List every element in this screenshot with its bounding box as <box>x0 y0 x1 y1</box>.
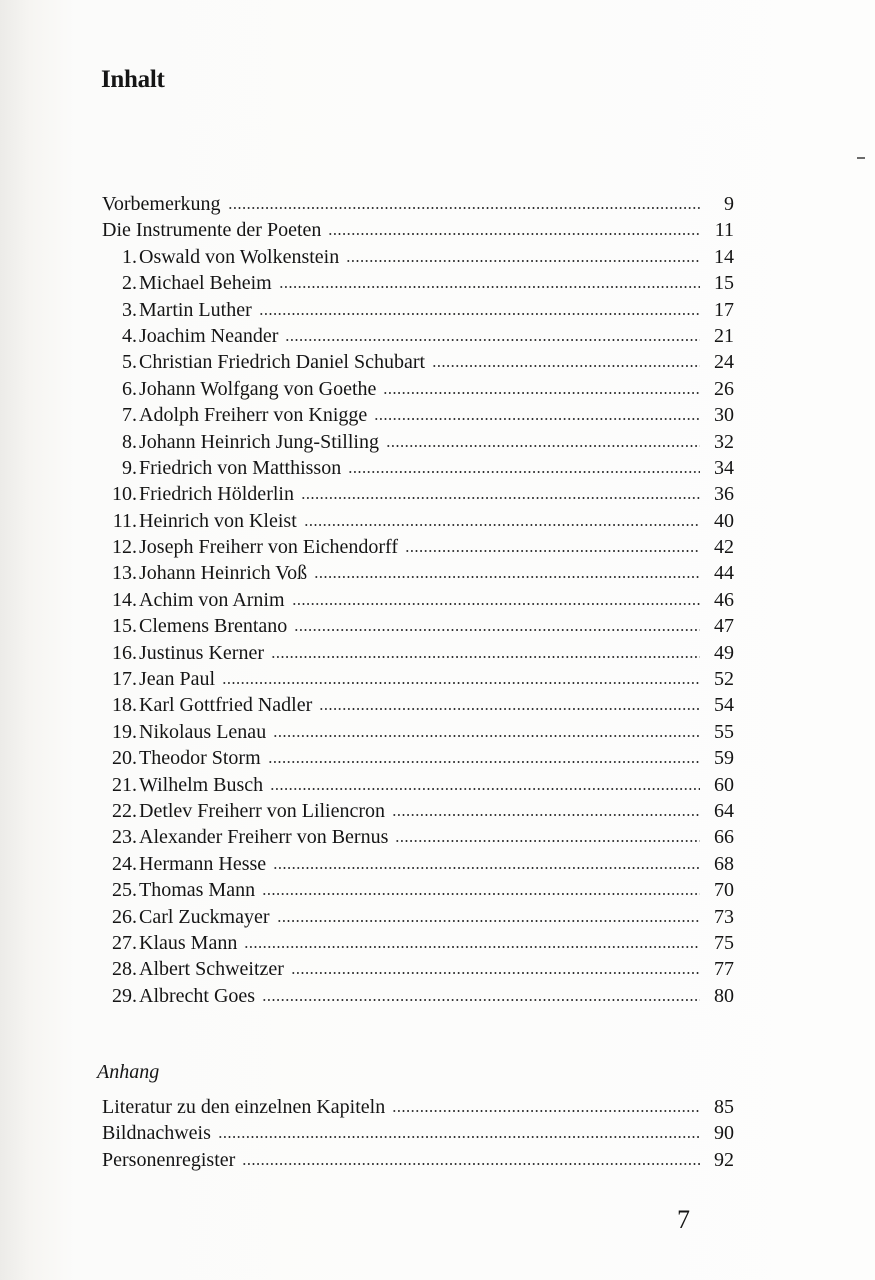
dot-leader <box>304 523 700 527</box>
toc-entry-title: Johann Wolfgang von Goethe <box>139 377 377 400</box>
toc-entry-page: 47 <box>714 615 734 638</box>
toc-chapter-entry <box>101 721 734 747</box>
toc-entry-title: Clemens Brentano <box>139 615 288 638</box>
toc-entry-title: Albert Schweitzer <box>139 958 284 981</box>
toc-chapter-entry <box>101 351 734 377</box>
toc-chapter-entry <box>101 272 734 298</box>
toc-entry-page: 52 <box>714 668 734 691</box>
toc-entry-title: Christian Friedrich Daniel Schubart <box>139 351 426 374</box>
toc-chapter-entry <box>101 958 734 984</box>
toc-entry-page: 77 <box>714 958 734 981</box>
toc-entry-page: 24 <box>714 351 734 374</box>
toc-entry-page: 17 <box>714 298 734 321</box>
dot-leader <box>277 919 701 923</box>
toc-entry <box>101 1096 734 1122</box>
toc-entry-page: 90 <box>714 1122 734 1145</box>
chapter-number: 6. <box>122 377 137 400</box>
toc-entry-title: Friedrich von Matthisson <box>139 456 342 479</box>
toc-entry-page: 59 <box>714 747 734 770</box>
toc-chapter-entry <box>101 536 734 562</box>
chapter-number: 8. <box>122 430 137 453</box>
dot-leader <box>328 232 700 236</box>
toc-chapter-entry <box>101 800 734 826</box>
toc-entry-title: Justinus Kerner <box>139 641 264 664</box>
chapter-number: 26. <box>112 905 137 928</box>
toc-chapter-entry <box>101 668 734 694</box>
dot-leader <box>386 444 700 448</box>
toc-entry-title: Bildnachweis <box>102 1122 211 1145</box>
table-of-contents <box>101 193 734 1011</box>
toc-chapter-entry <box>101 853 734 879</box>
toc-entry-title: Personenregister <box>102 1148 236 1171</box>
page-number: 7 <box>677 1205 690 1234</box>
dot-leader <box>432 364 700 368</box>
dot-leader <box>259 312 700 316</box>
toc-entry-page: 55 <box>714 720 734 743</box>
toc-entry-page: 14 <box>714 245 734 268</box>
dot-leader <box>244 945 700 949</box>
toc-entry-title: Carl Zuckmayer <box>139 905 270 928</box>
toc-entry <box>101 1122 734 1148</box>
toc-entry-title: Johann Heinrich Jung-Stilling <box>139 430 379 453</box>
toc-chapter-entry <box>101 404 734 430</box>
chapter-number: 7. <box>122 404 137 427</box>
toc-entry-title: Joachim Neander <box>139 324 279 347</box>
toc-entry <box>101 219 734 245</box>
dot-leader <box>270 787 700 791</box>
dot-leader <box>374 417 700 421</box>
toc-entry-page: 92 <box>714 1148 734 1171</box>
toc-entry-page: 85 <box>714 1096 734 1118</box>
toc-entry-title: Friedrich Hölderlin <box>139 483 294 506</box>
toc-chapter-entry <box>101 589 734 615</box>
dot-leader <box>405 549 700 553</box>
toc-entry-title: Thomas Mann <box>139 879 256 902</box>
chapter-number: 25. <box>112 879 137 902</box>
chapter-number: 21. <box>112 773 137 796</box>
toc-entry-page: 34 <box>714 456 734 479</box>
toc-entry-title: Klaus Mann <box>139 931 238 954</box>
toc-entry-page: 60 <box>714 773 734 796</box>
toc-entry-title: Literatur zu den einzelnen Kapiteln <box>102 1096 386 1118</box>
dot-leader <box>392 1109 700 1113</box>
toc-entry-title: Hermann Hesse <box>139 852 267 875</box>
chapter-number: 11. <box>112 509 137 532</box>
chapter-number: 18. <box>112 694 137 717</box>
toc-chapter-entry <box>101 615 734 641</box>
chapter-number: 28. <box>112 958 137 981</box>
chapter-number: 22. <box>112 799 137 822</box>
chapter-number: 1. <box>122 245 137 268</box>
chapter-number: 4. <box>122 324 137 347</box>
toc-entry-page: 15 <box>714 272 734 295</box>
dot-leader <box>273 734 700 738</box>
chapter-number: 9. <box>122 456 137 479</box>
toc-entry-title: Jean Paul <box>139 668 216 691</box>
toc-entry-page: 26 <box>714 377 734 400</box>
dot-leader <box>292 602 700 606</box>
toc-entry-title: Adolph Freiherr von Knigge <box>139 404 368 427</box>
toc-entry-title: Johann Heinrich Voß <box>139 562 308 585</box>
toc-entry-page: 70 <box>714 879 734 902</box>
toc-chapter-entry <box>101 510 734 536</box>
toc-chapter-entry <box>101 299 734 325</box>
toc-entry-page: 42 <box>714 536 734 559</box>
toc-entry-title: Michael Beheim <box>139 272 272 295</box>
toc-entry-page: 9 <box>724 193 734 215</box>
toc-chapter-entry <box>101 325 734 351</box>
appendix-list <box>101 1096 734 1175</box>
toc-entry <box>101 1149 734 1175</box>
dot-leader <box>383 391 700 395</box>
chapter-list <box>101 246 734 1011</box>
dot-leader <box>301 496 700 500</box>
chapter-number: 10. <box>112 483 137 506</box>
toc-entry-page: 75 <box>714 931 734 954</box>
toc-entry-page: 21 <box>714 324 734 347</box>
dot-leader <box>395 839 700 843</box>
chapter-number: 12. <box>112 536 137 559</box>
toc-entry-title: Detlev Freiherr von Liliencron <box>139 799 386 822</box>
dot-leader <box>273 866 700 870</box>
toc-chapter-entry <box>101 431 734 457</box>
toc-entry-page: 44 <box>714 562 734 585</box>
dot-leader <box>285 338 700 342</box>
toc-chapter-entry <box>101 562 734 588</box>
chapter-number: 17. <box>112 668 137 691</box>
chapter-number: 13. <box>112 562 137 585</box>
toc-entry-page: 80 <box>714 984 734 1007</box>
toc-entry-page: 11 <box>714 219 734 242</box>
page-title: Inhalt <box>101 66 165 93</box>
dot-leader <box>218 1135 700 1139</box>
chapter-number: 23. <box>112 826 137 849</box>
dot-leader <box>271 655 700 659</box>
toc-entry-title: Albrecht Goes <box>139 984 256 1007</box>
toc-entry-page: 36 <box>714 483 734 506</box>
toc-entry-page: 49 <box>714 641 734 664</box>
chapter-number: 24. <box>112 852 137 875</box>
toc-entry-title: Joseph Freiherr von Eichendorff <box>139 536 399 559</box>
appendix-heading: Anhang <box>97 1061 160 1083</box>
toc-entry-page: 54 <box>714 694 734 717</box>
chapter-number: 15. <box>112 615 137 638</box>
toc-entry-title: Nikolaus Lenau <box>139 720 267 743</box>
toc-entry-title: Heinrich von Kleist <box>139 509 297 532</box>
toc-entry-title: Achim von Arnim <box>139 588 285 611</box>
chapter-number: 2. <box>122 272 137 295</box>
toc-entry-page: 68 <box>714 852 734 875</box>
dot-leader <box>346 259 700 263</box>
margin-mark <box>857 157 865 159</box>
toc-chapter-entry <box>101 932 734 958</box>
toc-entry-title: Oswald von Wolkenstein <box>139 245 340 268</box>
toc-chapter-entry <box>101 985 734 1011</box>
dot-leader <box>319 707 700 711</box>
dot-leader <box>242 1162 700 1166</box>
toc-entry-title: Theodor Storm <box>139 747 261 770</box>
dot-leader <box>291 971 700 975</box>
toc-entry-title: Wilhelm Busch <box>139 773 264 796</box>
toc-entry-title: Martin Luther <box>139 298 252 321</box>
toc-entry-page: 64 <box>714 799 734 822</box>
toc-entry <box>101 193 734 219</box>
toc-chapter-entry <box>101 483 734 509</box>
toc-chapter-entry <box>101 774 734 800</box>
toc-chapter-entry <box>101 642 734 668</box>
toc-entry-title: Vorbemerkung <box>102 193 221 215</box>
toc-chapter-entry <box>101 747 734 773</box>
toc-chapter-entry <box>101 378 734 404</box>
chapter-number: 3. <box>122 298 137 321</box>
toc-entry-page: 30 <box>714 404 734 427</box>
chapter-number: 20. <box>112 747 137 770</box>
chapter-number: 27. <box>112 931 137 954</box>
dot-leader <box>314 575 700 579</box>
toc-entry-title: Die Instrumente der Poeten <box>102 219 322 242</box>
chapter-number: 29. <box>112 984 137 1007</box>
dot-leader <box>222 681 700 685</box>
toc-chapter-entry <box>101 826 734 852</box>
dot-leader <box>348 470 700 474</box>
toc-entry-title: Karl Gottfried Nadler <box>139 694 313 717</box>
chapter-number: 14. <box>112 588 137 611</box>
dot-leader <box>294 628 700 632</box>
dot-leader <box>268 760 700 764</box>
toc-entry-title: Alexander Freiherr von Bernus <box>139 826 389 849</box>
chapter-number: 5. <box>122 351 137 374</box>
toc-chapter-entry <box>101 879 734 905</box>
dot-leader <box>279 285 700 289</box>
dot-leader <box>262 998 700 1002</box>
toc-chapter-entry <box>101 906 734 932</box>
dot-leader <box>262 892 700 896</box>
toc-entry-page: 40 <box>714 509 734 532</box>
toc-entry-page: 32 <box>714 430 734 453</box>
toc-entry-page: 46 <box>714 588 734 611</box>
dot-leader <box>228 206 701 210</box>
toc-chapter-entry <box>101 246 734 272</box>
toc-chapter-entry <box>101 457 734 483</box>
toc-entry-page: 66 <box>714 826 734 849</box>
toc-chapter-entry <box>101 694 734 720</box>
toc-entry-page: 73 <box>714 905 734 928</box>
chapter-number: 16. <box>112 641 137 664</box>
chapter-number: 19. <box>112 720 137 743</box>
dot-leader <box>392 813 700 817</box>
